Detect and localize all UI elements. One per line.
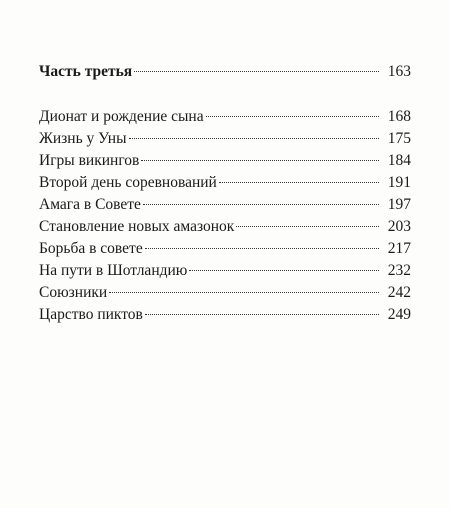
- toc-part-heading: [39, 61, 411, 83]
- dot-leader: [145, 248, 379, 249]
- dot-leader: [129, 138, 380, 139]
- toc-entry: [39, 304, 411, 326]
- chapter-title: Союзники: [39, 284, 108, 301]
- toc-entry: [39, 216, 411, 238]
- chapter-title: Становление новых амазонок: [39, 218, 235, 235]
- chapter-page-number: 197: [387, 196, 411, 213]
- toc-entry: [39, 128, 411, 150]
- dot-leader: [219, 182, 379, 183]
- chapter-page-number: 168: [387, 108, 411, 125]
- chapter-page-number: 217: [387, 240, 411, 257]
- toc-entry: [39, 238, 411, 260]
- chapter-title: Борьба в совете: [39, 240, 143, 257]
- dot-leader: [236, 226, 379, 227]
- dot-leader: [143, 204, 379, 205]
- toc-entry: [39, 106, 411, 128]
- chapter-title: Амага в Совете: [39, 196, 141, 213]
- toc-entry: [39, 282, 411, 304]
- dot-leader: [189, 270, 379, 271]
- chapter-title: Жизнь у Уны: [39, 130, 127, 147]
- dot-leader: [206, 116, 379, 117]
- dot-leader: [145, 314, 379, 315]
- table-of-contents: [39, 61, 411, 326]
- part-title: Часть третья: [39, 63, 133, 80]
- chapter-title: Второй день соревнований: [39, 174, 217, 191]
- chapter-page-number: 249: [387, 306, 411, 323]
- chapter-page-number: 175: [387, 130, 411, 147]
- toc-entry: [39, 260, 411, 282]
- chapter-page-number: 191: [387, 174, 411, 191]
- dot-leader: [134, 71, 379, 72]
- dot-leader: [109, 292, 379, 293]
- chapter-title: На пути в Шотландию: [39, 262, 188, 279]
- chapter-page-number: 203: [387, 218, 411, 235]
- chapter-title: Дионат и рождение сына: [39, 108, 204, 125]
- toc-entry: [39, 194, 411, 216]
- toc-entry: [39, 150, 411, 172]
- part-page-number: 163: [387, 63, 411, 80]
- dot-leader: [141, 160, 379, 161]
- chapter-page-number: 242: [387, 284, 411, 301]
- chapter-title: Царство пиктов: [39, 306, 143, 323]
- chapter-page-number: 232: [387, 262, 411, 279]
- chapter-page-number: 184: [387, 152, 411, 169]
- chapter-title: Игры викингов: [39, 152, 140, 169]
- toc-entry: [39, 172, 411, 194]
